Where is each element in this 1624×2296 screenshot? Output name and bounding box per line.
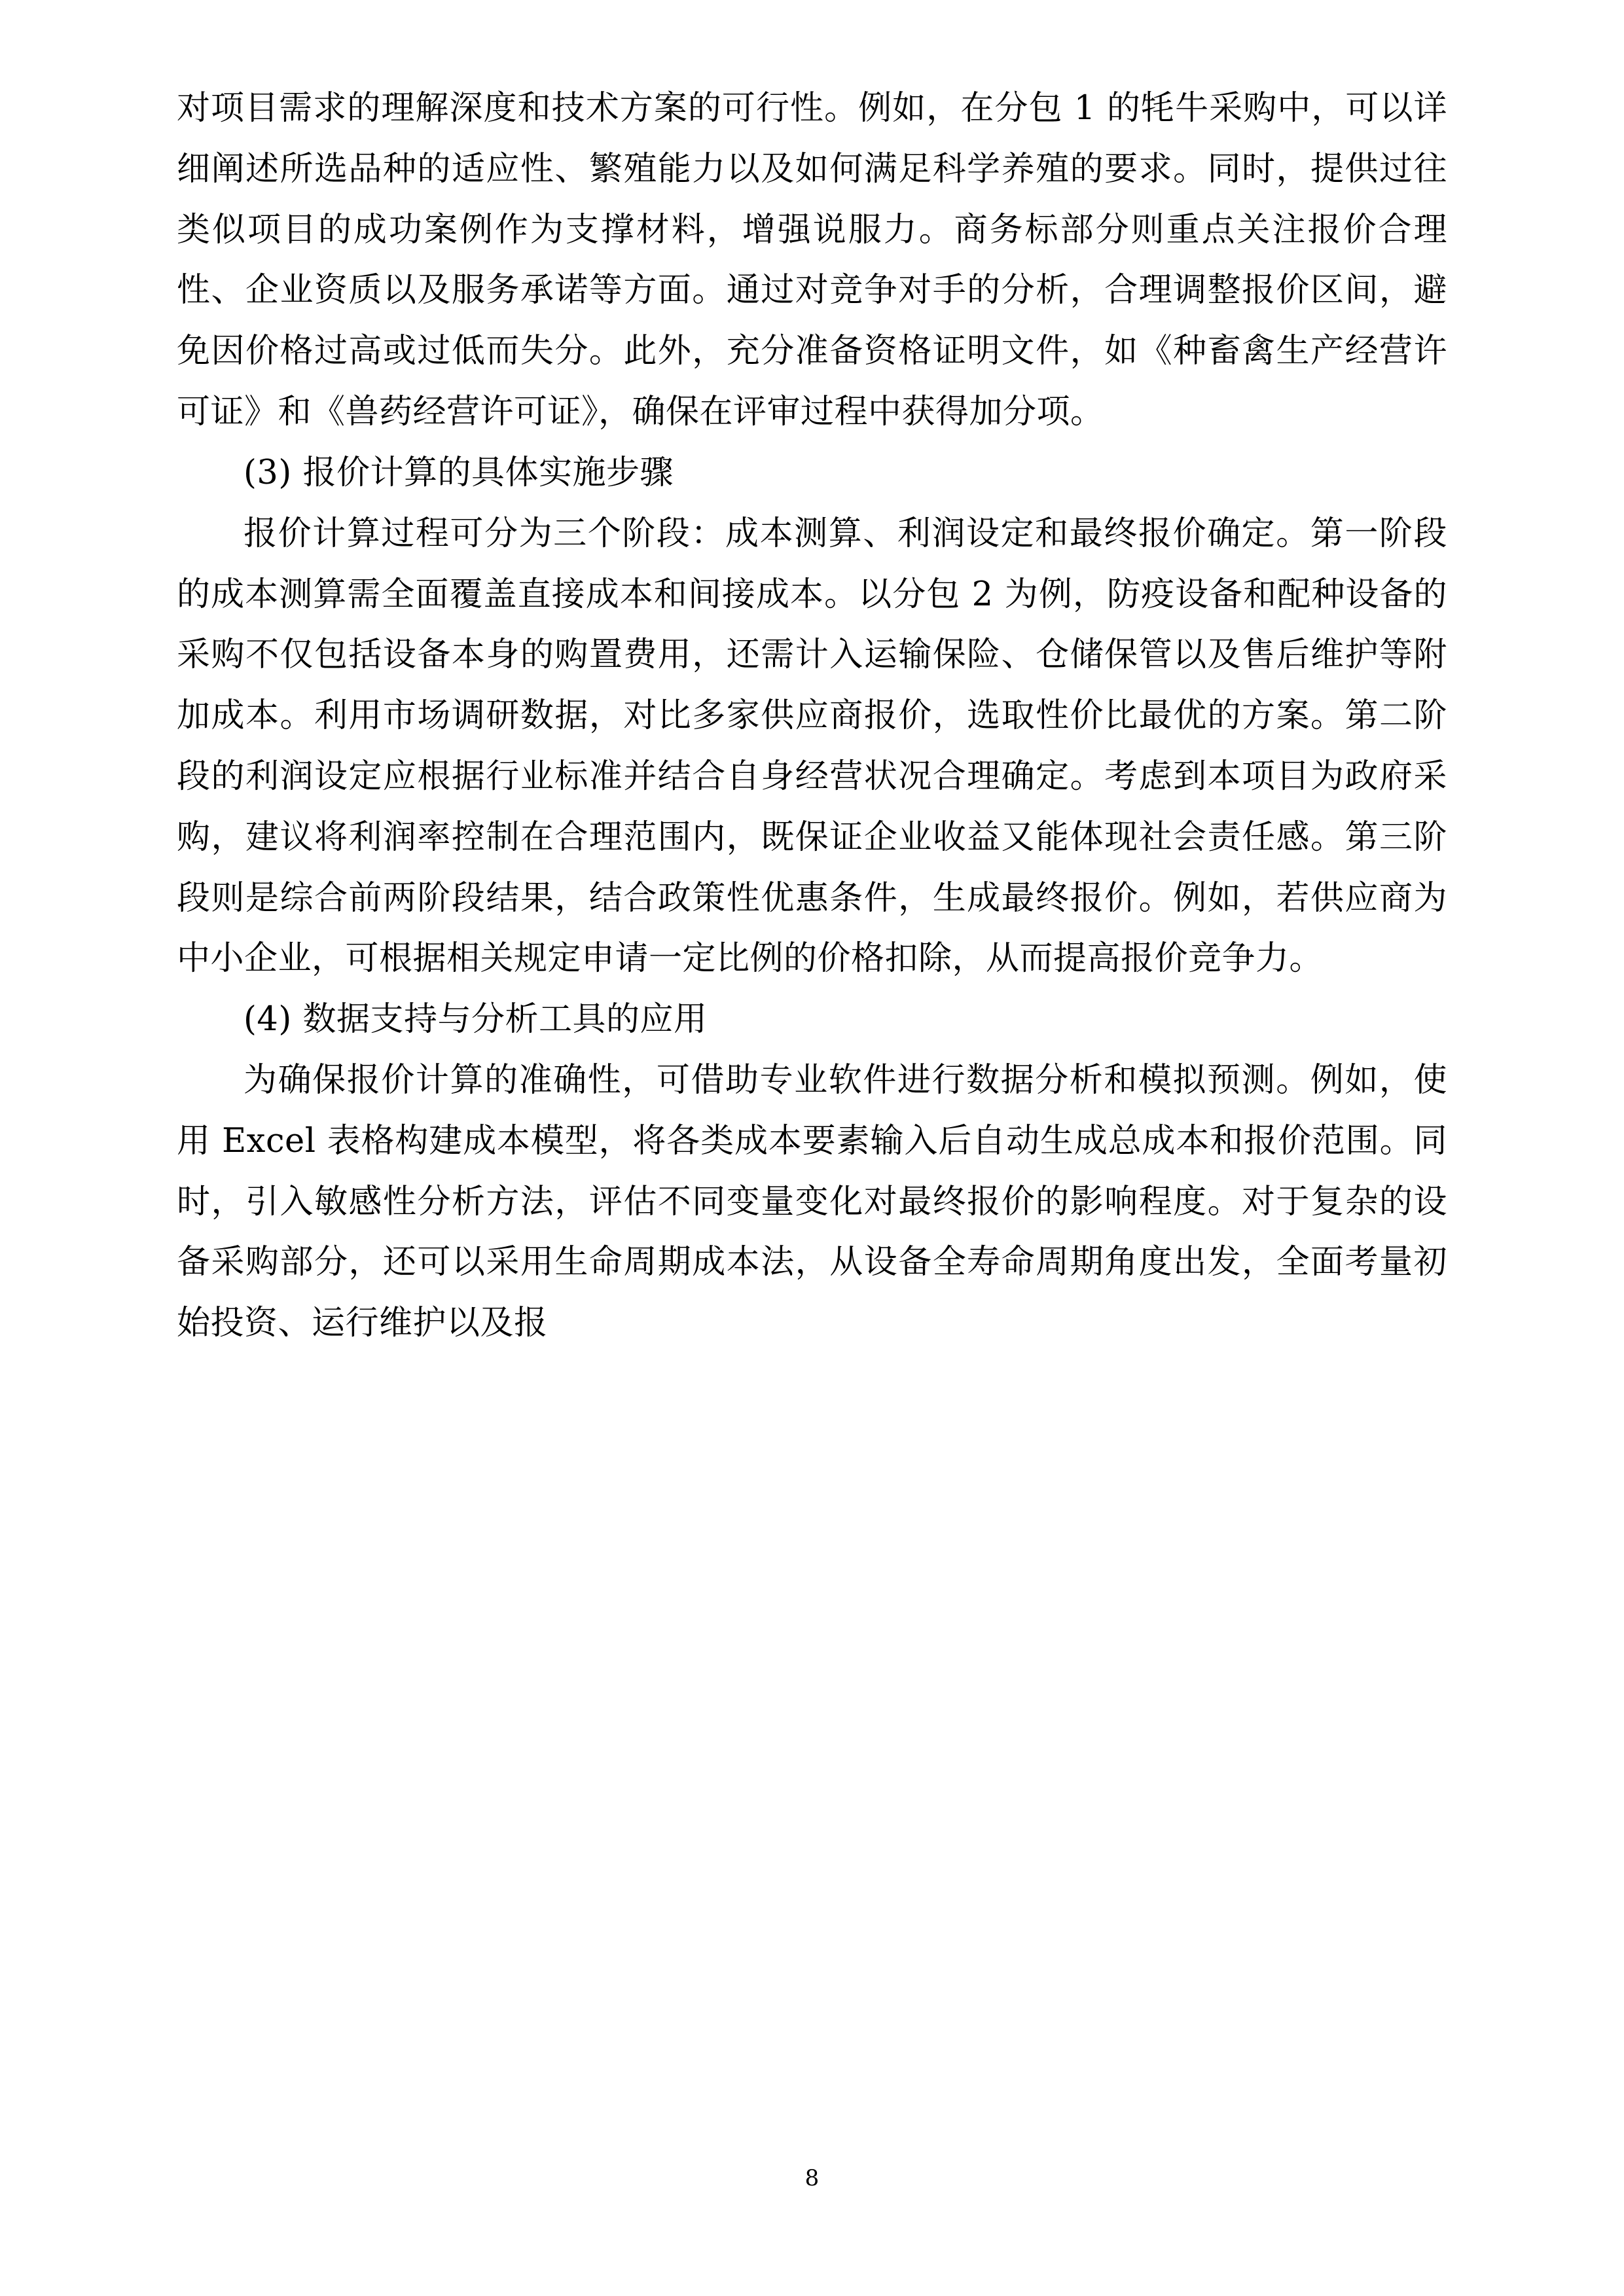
paragraph-pricing-stages: 报价计算过程可分为三个阶段：成本测算、利润设定和最终报价确定。第一阶段的成本测算需全面覆盖直接成本和间接成本。以分包 2 为例，防疫设备和配种设备的采购不仅包括设备本身的购置费用，还需计入运输保险、仓储保管以及售后维护等附加成本。利用市场调研数据，对比多家供应商报价，选取性价比最优的方案。第二阶段的利润设定应根据行业标准并结合自身经营状况合理确定。考虑到本项目为政府采购，建议将利润率控制在合理范围内，既保证企业收益又能体现社会责任感。第三阶段则是综合前两阶段结果，结合政策性优惠条件，生成最终报价。例如，若供应商为中小企业，可根据相关规定申请一定比例的价格扣除，从而提高报价竞争力。 xyxy=(177,514,1447,978)
heading-data-tools: (4) 数据支持与分析工具的应用 xyxy=(244,1000,708,1039)
paragraph-continued-proposal: 对项目需求的理解深度和技术方案的可行性。例如，在分包 1 的牦牛采购中，可以详细阐述所选品种的适应性、繁殖能力以及如何满足科学养殖的要求。同时，提供过往类似项目的成功案例作为支撑材料，增强说服力。商务标部分则重点关注报价合理性、企业资质以及服务承诺等方面。通过对竞争对手的分析，合理调整报价区间，避免因价格过高或过低而失分。此外，充分准备资格证明文件，如《种畜禽生产经营许可证》和《兽药经营许可证》，确保在评审过程中获得加分项。 xyxy=(177,89,1447,432)
document-body xyxy=(177,79,1447,1354)
page-number: 8 xyxy=(804,2165,820,2191)
heading-pricing-steps: (3) 报价计算的具体实施步骤 xyxy=(244,453,674,492)
paragraph-data-tools: 为确保报价计算的准确性，可借助专业软件进行数据分析和模拟预测。例如，使用 Excel 表格构建成本模型，将各类成本要素输入后自动生成总成本和报价范围。同时，引入敏感性分析方法，评估不同变量变化对最终报价的影响程度。对于复杂的设备采购部分，还可以采用生命周期成本法，从设备全寿命周期角度出发，全面考量初始投资、运行维护以及报 xyxy=(177,1061,1447,1343)
